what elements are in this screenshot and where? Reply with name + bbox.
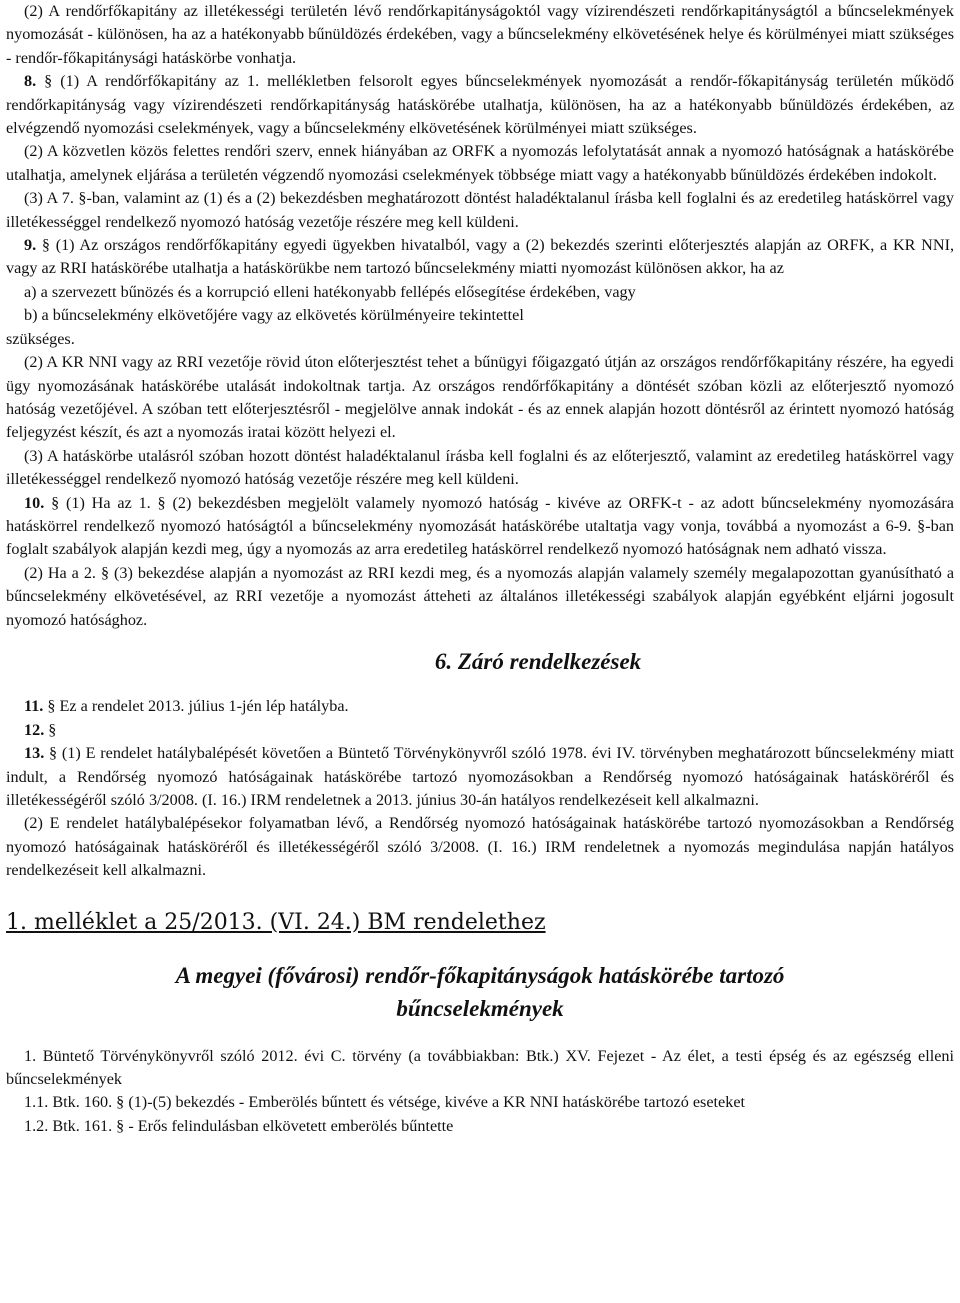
section-number: 10.	[24, 493, 45, 512]
paragraph: (2) A rendőrfőkapitány az illetékességi területén lévő rendőrkapitányságoktól vagy vízirendészeti rendőrkapitányságtól a bűncselekmények nyomozását - különösen, ha az a hatékonyabb bűnüldözés érdekében, vagy a bűncselekmény elkövetésének helye és körülményei miatt szükséges - rendőr-főkapitánysági hatáskörbe vonhatja.	[6, 2, 954, 67]
paragraph-section-8: 8. § (1) A rendőrfőkapitány az 1. mellékletben felsorolt egyes bűncselekmények nyomozását a rendőr-főkapitányság területén működő rendőrkapitányság vagy vízirendészeti rendőrkapitányság hatáskörébe utalhatja, különösen, ha az a hatékonyabb bűnüldözés érdekében, az elvégzendő nyomozási cselekmények, vagy a bűncselekmény elkövetésének körülményei miatt szükséges.	[6, 72, 955, 138]
list-item: a) a szervezett bűnözés és a korrupció elleni hatékonyabb fellépés elősegítése érdekében, vagy	[24, 282, 636, 301]
paragraph-section-10: 10. § (1) Ha az 1. § (2) bekezdésben megjelölt valamely nyomozó hatóság - kivéve az ORFK-t - az adott bűncselekmény nyomozására hatáskörrel rendelkező nyomozó hatóságtól a bűncselekmény nyomozását hatáskörébe utaltatja vagy vonja, továbbá a nyomozást a 6-9. §-ban foglalt szabályok alapján kezdi meg, úgy a nyomozás az arra eredetileg hatáskörrel rendelkező nyomozó hatóságnak nem adható vissza.	[6, 493, 954, 559]
section-number: 12.	[24, 720, 45, 739]
paragraph-section-9: 9. § (1) Az országos rendőrfőkapitány egyedi ügyekben hivatalból, vagy a (2) bekezdés szerinti előterjesztés alapján az ORFK, a KR NNI, vagy az RRI hatáskörébe utalhatja a hatáskörükbe nem tartozó bűncselekmény miatti nyomozást különösen akkor, ha az	[6, 236, 955, 278]
list-item: b) a bűncselekmény elkövetőjére vagy az elkövetés körülményeire tekintettel	[24, 306, 524, 325]
section-number: 9.	[24, 236, 37, 255]
annex-title: A megyei (fővárosi) rendőr-főkapitányságok hatáskörébe tartozó bűncselekmények	[175, 962, 785, 1021]
paragraph: szükséges.	[6, 329, 75, 348]
annex-item: 1.2. Btk. 161. § - Erős felindulásban elkövetett emberölés bűntette	[24, 1116, 454, 1135]
annex-item: 1. Büntető Törvénykönyvről szóló 2012. évi C. törvény (a továbbiakban: Btk.) XV. Fejezet - Az élet, a testi épség és az egészség elleni bűncselekmények	[6, 1046, 954, 1089]
body-paragraphs	[0, 0, 960, 632]
paragraph-section-11: 11. § Ez a rendelet 2013. július 1-jén lép hatályba.	[24, 697, 349, 716]
paragraph: (2) A KR NNI vagy az RRI vezetője rövid úton előterjesztést tehet a bűnügyi főigazgató útján az országos rendőrfőkapitány részére, ha egyedi ügy nyomozásának hatáskörébe utalását indokoltnak tartja. Az országos rendőrfőkapitány a döntését szóban közli az előterjesztő nyomozó hatóság vezetőjével. A szóban tett előterjesztésről - megjelölve annak indokát - és az ennek alapján hozott döntésről az érintett nyomozó hatóság feljegyzést készít, és azt a nyomozás iratai között helyezi el.	[6, 353, 954, 442]
section-number: 13.	[24, 744, 45, 763]
paragraph: (3) A 7. §-ban, valamint az (1) és a (2) bekezdésben meghatározott döntést haladéktalanul írásba kell foglalni és az eredetileg hatáskörrel vagy illetékességgel rendelkező nyomozó hatóság vezetője részére meg kell küldeni.	[6, 189, 954, 231]
annex-heading: 1. melléklet a 25/2013. (VI. 24.) BM rendelethez	[6, 909, 546, 935]
closing-provisions	[0, 695, 960, 882]
annex-list	[0, 1045, 960, 1139]
paragraph: (2) Ha a 2. § (3) bekezdése alapján a nyomozást az RRI kezdi meg, és a nyomozás alapján valamely személy megalapozottan gyanúsítható a bűncselekmény elkövetésével, az RRI vezetője a nyomozást átteheti az általános illetékességi szabályok alapján egyébként eljárni jogosult nyomozó hatósághoz.	[6, 563, 954, 629]
section-number: 11.	[24, 697, 44, 716]
section-number: 8.	[24, 72, 37, 91]
paragraph: (2) A közvetlen közös felettes rendőri szerv, ennek hiányában az ORFK a nyomozás lefolytatását annak a nyomozó hatóságnak a hatáskörébe utalhatja, amelynek eljárása a területén végzendő nyomozási cselekmények többsége miatt vagy a hatékonyabb bűnüldözés érdekében indokolt.	[6, 142, 954, 184]
section-heading: 6. Záró rendelkezések	[434, 648, 642, 674]
paragraph: (3) A hatáskörbe utalásról szóban hozott döntést haladéktalanul írásba kell foglalni és az előterjesztő, valamint az eredetileg hatáskörrel vagy illetékességgel rendelkező nyomozó hatóság vezetője részére meg kell küldeni.	[6, 446, 954, 489]
annex-item: 1.1. Btk. 160. § (1)-(5) bekezdés - Emberölés bűntett és vétsége, kivéve a KR NNI hatáskörébe tartozó eseteket	[24, 1093, 745, 1112]
paragraph-section-12: 12. §	[24, 720, 57, 739]
paragraph: (2) E rendelet hatálybalépésekor folyamatban lévő, a Rendőrség nyomozó hatóságainak hatáskörébe tartozó nyomozásokban a Rendőrség nyomozó hatóságainak hatásköréről és illetékességéről szóló 3/2008. (I. 16.) IRM rendeletnek a nyomozás megindulása napján hatályos rendelkezéseit kell alkalmazni.	[6, 814, 954, 880]
paragraph-section-13: 13. § (1) E rendelet hatálybalépését követően a Büntető Törvénykönyvről szóló 1978. évi IV. törvényben meghatározott bűncselekmény miatt indult, a Rendőrség nyomozó hatóságainak hatáskörébe tartozó nyomozásokban a Rendőrség nyomozó hatóságainak hatásköréről és illetékességéről szóló 3/2008. (I. 16.) IRM rendeletnek a 2013. június 30-án hatályos rendelkezéseit kell alkalmazni.	[6, 744, 954, 809]
